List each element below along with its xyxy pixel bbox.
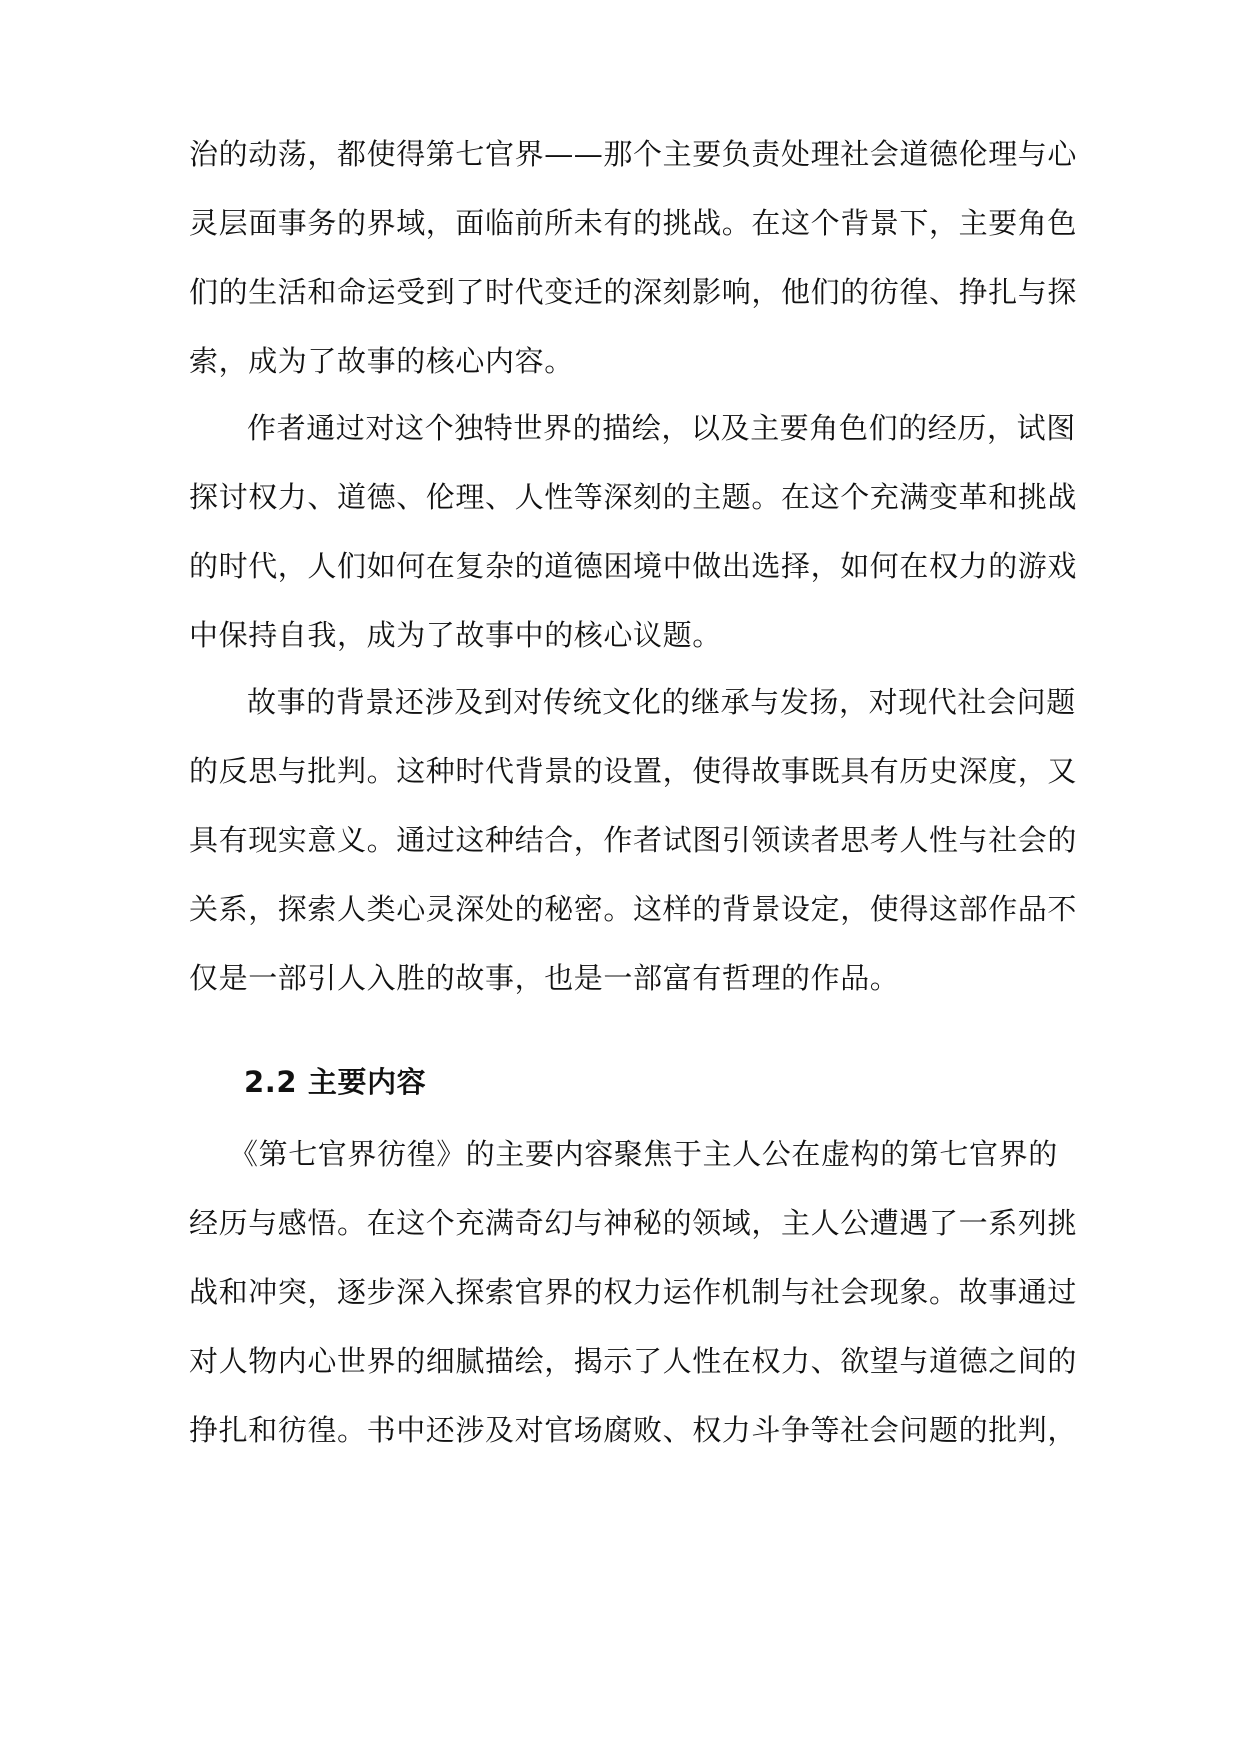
text-line: 灵层面事务的界域，面临前所未有的挑战。在这个背景下，主要角色 xyxy=(189,206,1078,240)
text-line: 的时代，人们如何在复杂的道德困境中做出选择，如何在权力的游戏 xyxy=(189,549,1078,583)
text-line: 索，成为了故事的核心内容。 xyxy=(189,344,574,378)
text-line: 们的生活和命运受到了时代变迁的深刻影响，他们的彷徨、挣扎与探 xyxy=(189,275,1078,309)
text-line: 仅是一部引人入胜的故事，也是一部富有哲理的作品。 xyxy=(189,961,900,995)
text-line: 作者通过对这个独特世界的描绘，以及主要角色们的经历，试图 xyxy=(247,411,1076,445)
text-line: 探讨权力、道德、伦理、人性等深刻的主题。在这个充满变革和挑战 xyxy=(189,480,1078,514)
text-line: 战和冲突，逐步深入探索官界的权力运作机制与社会现象。故事通过 xyxy=(189,1275,1078,1309)
text-line: 关系，探索人类心灵深处的秘密。这样的背景设定，使得这部作品不 xyxy=(189,892,1078,926)
text-line: 经历与感悟。在这个充满奇幻与神秘的领域，主人公遭遇了一系列挑 xyxy=(189,1206,1078,1240)
section-heading: 2.2 主要内容 xyxy=(244,1065,427,1099)
text-line: 的反思与批判。这种时代背景的设置，使得故事既具有历史深度，又 xyxy=(189,754,1078,788)
text-line: 《第七官界彷徨》的主要内容聚焦于主人公在虚构的第七官界的 xyxy=(229,1137,1058,1171)
text-line: 挣扎和彷徨。书中还涉及对官场腐败、权力斗争等社会问题的批判， xyxy=(189,1413,1078,1447)
text-line: 具有现实意义。通过这种结合，作者试图引领读者思考人性与社会的 xyxy=(189,823,1078,857)
text-line: 中保持自我，成为了故事中的核心议题。 xyxy=(189,618,722,652)
text-line: 故事的背景还涉及到对传统文化的继承与发扬，对现代社会问题 xyxy=(247,685,1076,719)
text-line: 治的动荡，都使得第七官界——那个主要负责处理社会道德伦理与心 xyxy=(189,137,1078,171)
text-line: 对人物内心世界的细腻描绘，揭示了人性在权力、欲望与道德之间的 xyxy=(189,1344,1078,1378)
